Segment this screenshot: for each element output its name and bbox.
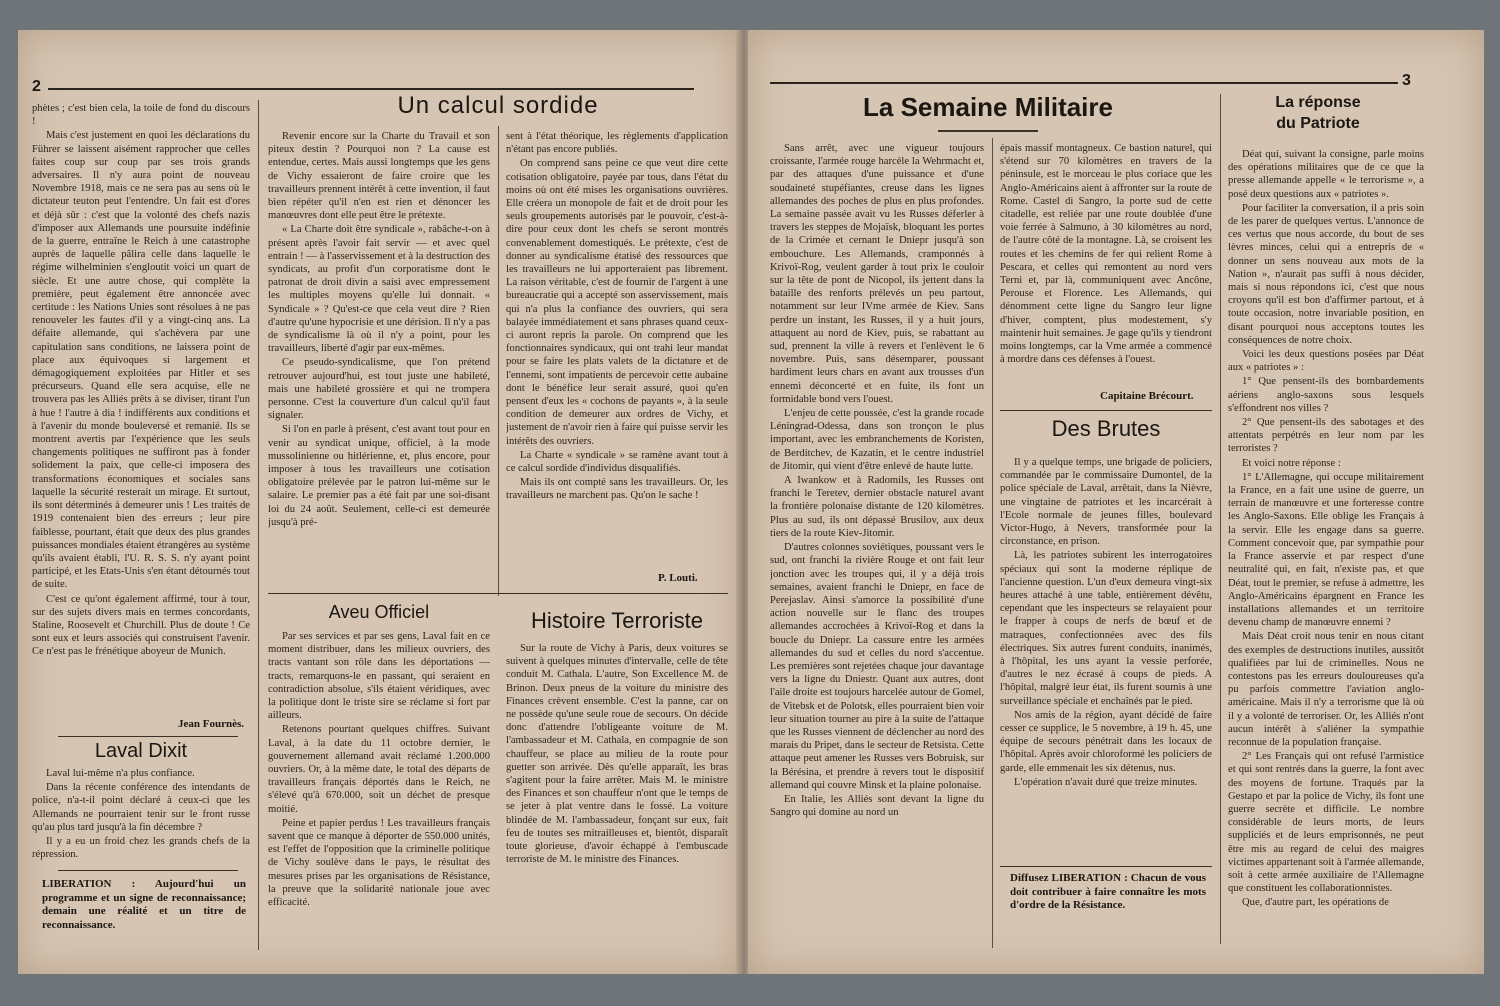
page-number: 3 bbox=[1402, 72, 1411, 89]
paragraph: épais massif montagneux. Ce bastion naturel, qui s'étend sur 70 kilomètres en travers de la péninsule, est le morceau le plus coriace que les Anglo-Américains aient à affronter sur la route de Rome. Castel di Sangro, la porte sud de cette citadelle, est reliée par une route doublée d'une voie ferrée à Salmuno, à 30 kilomètres au nord, de l'autre côté de la montagne. Là, se croisent les routes et les chemins de fer qui relient Rome à Pescara, et celles qui remontent au nord vers Terni et, par là, communiquent avec Ancône, Perouse et Florence. Les Allemands, qui dénomment cette ligne du Sangro leur ligne d'hiver, comptent, plus modestement, s'y maintenir huit semaines. Je gage qu'ils y tiendront moins longtemps, car la Vme armée a commencé à mordre dans ces défenses à l'ouest. bbox=[1000, 143, 1212, 366]
aveu-col bbox=[268, 630, 490, 950]
histoire-text bbox=[506, 642, 728, 866]
laval-dixit-title: Laval Dixit bbox=[94, 740, 188, 762]
paragraph: Voici les deux questions posées par Déat aux « patriotes » : bbox=[1228, 349, 1424, 374]
paragraph: Sur la route de Vichy à Paris, deux voitures se suivent à quelques minutes d'intervalle, celle de tête conduit M. Cathala. L'autre, Son Excellence M. de Brinon. Deux pneus de la voiture du ministre des Finances crèvent ensemble. C'est la panne, car on ne possède qu'une seule roue de secours. On décide donc d'attendre l'obligeante voiture de M. l'ambassadeur et M. Cathala, en compagnie de son chauffeur, se place au milieu de la route pour guetter son arrivée. Dès qu'elle apparaît, les bras s'agitent pour la faire arrêter. Mais M. le ministre des Finances et son chauffeur n'ont que le temps de se jeter à plat ventre dans le fossé. La voiture blindée de M. l'ambassadeur, fonçant sur eux, fait feu de toutes ses mitrailleuses et, bientôt, disparaît toute glorieuse, d'avoir échappé à l'embuscade terroriste de M. le ministre des Finances. bbox=[506, 643, 728, 866]
paragraph: 2° Les Français qui ont refusé l'armistice et qui sont rentrés dans la guerre, la font avec des moyens de fortune. Traqués par la Gestapo et par la police de Vichy, ils font une guerre secrète et difficile. Le nombre considérable de leurs morts, de leurs suppliciés et de leurs emprisonnés, ne peut être mis au regard de celui des maigres victimes appartenant soit à l'armée allemande, soit à cette armée auxiliaire de l'Allemagne que constituent les collaborationnistes. bbox=[1228, 751, 1424, 895]
divider bbox=[1000, 410, 1212, 411]
paragraph: Pour faciliter la conversation, il a pris soin de les parer de quelques vertus. L'annonce de ces vertus que nous accorde, du bout de ses lèvres minces, celui qui a entrepris de « donner un sens nouveau aux mots de la Nation », n'aurait pas suffi à nous décider, mais si nous répondons ici, c'est que nous croyons qu'il est bon d'affirmer partout, et à toute occasion, notre invariable position, en disant pourquoi nous acceptons toutes les conséquences de notre choix. bbox=[1228, 202, 1424, 346]
paragraph: sent à l'état théorique, les règlements d'application n'étant pas encore publiés. bbox=[506, 131, 728, 156]
liberation-callout: LIBERATION : Aujourd'hui un programme et un signe de reconnaissance; demain une réalité et un titre de reconnaissance. bbox=[42, 878, 246, 931]
signature-brecourt: Capitaine Brécourt. bbox=[1100, 390, 1194, 402]
signature-louti: P. Louti. bbox=[658, 572, 698, 584]
calcul-col-a bbox=[268, 130, 490, 592]
paragraph: Ce pseudo-syndicalisme, que l'on prétend retrouver aujourd'hui, est tout juste une habileté, mais une habileté grossière et qui ne trompera personne. C'est la couverture d'un calcul qu'il faut signaler. bbox=[268, 357, 490, 422]
right-page bbox=[748, 30, 1484, 974]
paragraph: 2° Que pensent-ils des sabotages et des attentats perpétrés en leur nom par les terroristes ? bbox=[1228, 417, 1424, 455]
paragraph: L'opération n'avait duré que treize minutes. bbox=[1014, 776, 1198, 788]
paragraph: Que, d'autre part, les opérations de bbox=[1242, 897, 1389, 909]
brutes-col bbox=[1000, 456, 1212, 860]
aveu-text bbox=[268, 630, 490, 909]
divider bbox=[268, 593, 728, 594]
reponse-text bbox=[1228, 148, 1424, 910]
paragraph: « La Charte doit être syndicale », rabâche-t-on à présent après l'avoir fait servir — et avec quel entrain ! — à l'asservissement et à la destruction des syndicats, au profit d'un corporatisme dont le patronat de droit divin a saisi avec empressement les multiples moyens qu'elle lui donnait. « Syndicale » ? Qu'est-ce que cela veut dire ? Rien d'autre qu'une hypocrisie et une dérision. Il n'y a pas de syndicalisme là où il n'y a point, pour les travailleurs, liberté d'agir par eux-mêmes. bbox=[268, 224, 490, 355]
semaine-col-a bbox=[770, 142, 984, 942]
paragraph: Mais Déat croit nous tenir en nous citant des exemples de destructions inutiles, aussitôt qualifiées par lui de criminelles. Nous ne contestons pas les erreurs douloureuses qu'a pu parfois commettre l'aviation anglo-américaine. Mais il n'y a terrorisme que là où il y a volonté de terroriser. Or, les Alliés n'ont aucun intérêt à s'aliéner la sympathie reconnue de la population française. bbox=[1228, 631, 1424, 748]
newspaper-spread bbox=[18, 30, 1484, 974]
paragraph: phètes ; c'est bien cela, la toile de fond du discours ! bbox=[32, 103, 250, 128]
semaine-col-a-text bbox=[770, 142, 984, 819]
histoire-title: Histoire Terroriste bbox=[531, 608, 703, 633]
column-rule bbox=[1220, 94, 1221, 944]
reponse-col bbox=[1228, 148, 1424, 948]
paragraph: On comprend sans peine ce que veut dire cette cotisation obligatoire, payée par tous, dans l'état du moins où ont été mises les organisations ouvrières. Elle créera un monopole de fait et de droit pour les seuls groupements autorisés par le pouvoir, c'est-à-dire pour ceux dont les chefs se seront montrés convenablement domestiqués. Le prétexte, c'est de donner au syndicalisme étatisé des ressources que les travailleurs ne lui apporteraient pas librement. La raison véritable, c'est de fournir de l'argent à une bureaucratie qui a accepté son asservissement, mais qui n'a plus la confiance des ouvriers, qui sera balayée immédiatement et sans phrases quand ceux-ci auront repris la parole. On comprend que les fonctionnaires syndicaux, qui ont trahi leur mandat pour se faire les plats valets de la dictature et de l'ennemi, sont impatients de percevoir cette aubaine dont le bénéfice leur serait assuré, quoi qu'en pensent d'eux les « cochons de payants », à la seule condition de demeurer aux ordres de Vichy, et justement de n'avoir rien à faire qui puisse servir les intérêts des ouvriers. bbox=[506, 158, 728, 447]
divider bbox=[58, 870, 238, 871]
column-rule bbox=[992, 138, 993, 948]
reponse-title-line2: du Patriote bbox=[1276, 115, 1360, 132]
paragraph: 1° L'Allemagne, qui occupe militairement la France, en a fait une usine de guerre, un terrain de manœuvre et une forteresse contre les Anglo-Saxons. Elle oblige les Français à la servir. Elle les engage dans sa guerre. Comment concevoir que, par sympathie pour la France asservie et par respect d'une neutralité qui, en fait, n'existe pas, et que Déat, tout le premier, se refuse à admettre, les Anglo-Américains épargnent en France les installations allemandes et un territoire devenu champ de manœuvre ennemi ? bbox=[1228, 471, 1424, 629]
discours-text bbox=[32, 102, 250, 659]
semaine-col-b-text bbox=[1000, 142, 1212, 366]
brutes-text bbox=[1000, 456, 1212, 789]
paragraph: 1° Que pensent-ils des bombardements aériens anglo-saxons sous lesquels s'effondrent nos villes ? bbox=[1228, 376, 1424, 414]
paragraph: Là, les patriotes subirent les interrogatoires spéciaux qui sont la moderne réplique de l'ancienne question. L'un d'eux demeura vingt-six heures attaché à une table, entièrement dévêtu, cependant que les inspecteurs se relayaient pour le frapper à coups de nerfs de bœuf et de matraques, confectionnées avec des fils électriques. Six autres furent conduits, inanimés, à l'hôpital, les uns ayant la vessie perforée, d'autres le nez écrasé à coups de pieds. A l'hôpital, malgré leur état, ils furent soumis à une surveillance spéciale et enchaînés par le pied. bbox=[1000, 550, 1212, 707]
title-underline bbox=[938, 130, 1038, 132]
paragraph: L'enjeu de cette poussée, c'est la grande rocade Léningrad-Odessa, dans son tronçon le plus important, avec les embranchements de Koristen, de Berditchev, de Kazatin, et le centre industriel de Jitomir, qui vient d'être enlevé de haute lutte. bbox=[770, 408, 984, 472]
paragraph: Revenir encore sur la Charte du Travail et son piteux destin ? Pourquoi non ? La cause est entendue, certes. Mais aussi longtemps que les gens de Vichy essaieront de faire croire que les travailleurs prennent intérêt à cette invention, il faut bien répéter qu'il n'en est rien et dénoncer les manœuvres dont elle peut être le prétexte. bbox=[268, 131, 490, 222]
paragraph: D'autres colonnes soviétiques, poussant vers le sud, ont franchi la rivière Rouge et ont fait leur jonction avec les troupes qui, il y a déjà trois semaines, avaient franchi le Dniepr, en face de Perejaslav. Ainsi s'amorce la possibilité d'une action nouvelle sur le flanc des troupes allemandes accrochées à Krivoï-Rog et dans la boucle du Dniepr. La cassure entre les armées allemandes du sud et celles du nord s'accentue. Les premières sont rejetées chaque jour davantage vers la ligne du Dniestr. Quant aux autres, dont l'aile droite est toujours harcelée autour de Gomel, de Vitebsk et de Polotsk, elles pourraient bien voir leur situation tourner au pire à la suite de l'attaque que les Russes viennent de déclencher au nord des marais du Pripet, dans le secteur de Retsista. Cette attaque peut amener les Russes vers Bobruisk, sur la Bérésina, et prendre à revers tout le dispositif allemand qui couvre Minsk et la plaine polonaise. bbox=[770, 542, 984, 791]
histoire-col bbox=[506, 642, 728, 946]
left-page bbox=[18, 30, 740, 974]
diffusez-callout: Diffusez LIBERATION : Chacun de vous doit contribuer à faire connaître les mots d'ordre de la Résistance. bbox=[1010, 872, 1206, 911]
paragraph: C'est ce qu'ont également affirmé, tour à tour, sur des sujets divers mais en termes concordants, Staline, Roosevelt et Churchill. Plus de doute ! Ce sont eux et leurs associés qui construisent l'avenir. Ce n'est pas le frénétique aboyeur de Munich. bbox=[32, 593, 250, 658]
paragraph: Laval lui-même n'a plus confiance. bbox=[46, 768, 195, 779]
brutes-title: Des Brutes bbox=[1051, 416, 1161, 441]
laval-dixit-paragraphs bbox=[32, 767, 250, 861]
top-rule bbox=[770, 82, 1398, 84]
divider bbox=[58, 736, 238, 737]
aveu-title: Aveu Officiel bbox=[328, 602, 430, 622]
paragraph: Par ses services et par ses gens, Laval fait en ce moment distribuer, dans les milieux ouvriers, des tracts vantant son rôle dans les déportations — tracts, remarquons-le en passant, qui seraient en contradiction absolue, s'ils étaient véridiques, avec la politique dont le triste sire se réclame si fort par ailleurs. bbox=[268, 631, 490, 722]
semaine-col-b bbox=[1000, 142, 1212, 382]
semaine-title: La Semaine Militaire bbox=[863, 92, 1113, 122]
paragraph: Mais ils ont compté sans les travailleurs. Or, les travailleurs ne marchent pas. Qu'on le sache ! bbox=[506, 477, 728, 502]
paragraph: Il y a eu un froid chez les grands chefs de la répression. bbox=[32, 836, 250, 861]
paragraph: Retenons pourtant quelques chiffres. Suivant Laval, à la date du 11 octobre dernier, le gouvernement allemand avait réclamé 1.200.000 ouvriers. Or, à la même date, le total des départs de travailleurs français déportés dans le Reich, ne s'élevé qu'à 670.000, soit un déchet de presque moitié. bbox=[268, 724, 490, 815]
paragraph: Si l'on en parle à présent, c'est avant tout pour en venir au syndicat unique, officiel, à la mode mussolinienne ou hitlérienne, et, plus encore, pour imposer à tous les travailleurs une cotisation obligatoire prélevée par le patron lui-même sur le salaire. Le premier pas a été fait par une soi-disant loi du 24 août. Seulement, celle-ci est demeurée jusqu'à pré- bbox=[268, 424, 490, 528]
column-rule bbox=[498, 126, 499, 596]
calcul-col-a-text bbox=[268, 130, 490, 529]
page-number: 2 bbox=[32, 78, 41, 95]
calcul-col-b-text bbox=[506, 130, 728, 503]
paragraph: Dans la récente conférence des intendants de police, n'a-t-il point déclaré à ceux-ci que les Allemands ne pourraient tenir sur le front russe qu'au plus tard jusqu'à la fin décembre ? bbox=[32, 782, 250, 833]
paragraph: Peine et papier perdus ! Les travailleurs français savent que ce manque à déporter de 550.000 unités, est l'effet de l'opposition que la criminelle politique de Vichy soulève dans le pays, le résultat des mesures prises par les organisations de Résistance, la preuve que la solidarité nationale joue avec efficacité. bbox=[268, 817, 490, 909]
paragraph: Nos amis de la région, ayant décidé de faire cesser ce supplice, le 5 novembre, à 19 h. 45, une équipe de secours pénétrait dans les locaux de l'hôpital. Après avoir chloroformé les policiers de garde, elle emmenait les six détenus, nus. bbox=[1000, 709, 1212, 774]
paragraph: Il y a quelque temps, une brigade de policiers, commandée par le commissaire Dumontel, de la police spéciale de Laval, arrêtait, dans la Nièvre, une vingtaine de patriotes et les incarcérait à l'Ecole normale de jeunes filles, boulevard Victor-Hugo, à Nevers, transformée pour la circonstance, en prison. bbox=[1000, 457, 1212, 548]
divider bbox=[1000, 866, 1212, 867]
paragraph: Et voici notre réponse : bbox=[1242, 457, 1341, 469]
paragraph: Mais c'est justement en quoi les déclarations du Führer se laissent aisément rapprocher que celles faites coup sur coup par ses trois grands adversaires. Il n'y aura point de nouveau Novembre 1918, mais ce ne sera pas au sens où le dictateur teuton peut l'entendre. Un fait est d'ores et déjà sûr : c'est que la volonté des chefs nazis d'imposer aux Allemands une poursuite indéfinie de la guerre, entraîne le Reich à une catastrophe auprès de laquelle pâlira celle dans laquelle le régime wilhelminien s'engloutit voici un quart de siècle. Et une autre chose, qui complète la première, peut également être annoncée avec certitude : les Nations Unies sont résolues à ne pas renouveler les fautes d'il y a vingt-cinq ans. La défaite allemande, qui s'achèvera par une capitulation sans conditions, ne laissera point de place aux équivoques si largement et démagogiquement exploitées par Hitler et ses précurseurs. Quand elle sera acquise, elle ne trouvera pas les Alliés prêts à se diviser, tirant l'un à hue ! l'autre à dia ! indifférents aux conditions et à l'avenir du monde bouleversé et remanié. Ils se montrent avertis par l'expérience que les seuls changements politiques ne suffiront pas à fonder solidement la paix, que celle-ci imposera des transformations économiques et sociales sans laquelle la sécurité resterait un mirage. Et surtout, ils sont déterminés à demeurer unis ! Les traités de 1919 contenaient bien des erreurs ; leur pire faiblesse, pourtant, était que deux des plus grandes puissances mondiales étaient étrangères au système qu'ils avaient établi, l'U. R. S. S. n'y ayant point participé, et les Etats-Unis s'en étant détournés tout de suite. bbox=[32, 130, 250, 591]
reponse-title-line1: La réponse bbox=[1275, 94, 1361, 111]
column-rule bbox=[258, 100, 259, 950]
signature-fournes: Jean Fournès. bbox=[178, 718, 244, 730]
top-rule bbox=[48, 88, 694, 90]
paragraph: Sans arrêt, avec une vigueur toujours croissante, l'armée rouge harcèle la Wehrmacht et, par des attaques d'une puissance et d'une soudaineté stupéfiantes, creuse dans les lignes allemandes des poches de plus en plus profondes. La semaine passée avait vu les Russes déferler à travers les steppes de Mojaïsk, bloquant les portes de la Crimée et cernant le Dniepr jusqu'à son embouchure. Les Allemands, cramponnés à Krivoï-Rog, veulent garder à tout prix le couloir sur la tête de pont de Nicopol, ils jettent dans la bataille des renforts prélevés un peu partout, notamment sur leur IVme armée de Kiev. Sans perdre un instant, les Russes, il y a huit jours, attaquent au nord de Kiev, puis, se rabattant au sud, prennent la ville à revers et l'enlèvent le 6 novembre. Puis, sans désemparer, poussant hardiment leurs chars en avant aux trousses d'un ennemi déconcerté et en fuite, ils font un formidable bond vers l'ouest. bbox=[770, 143, 984, 405]
column-discours bbox=[32, 102, 250, 724]
paragraph: La Charte « syndicale » se ramène avant tout à ce calcul sordide d'individus disqualifiés. bbox=[506, 449, 728, 475]
calcul-col-b bbox=[506, 130, 728, 575]
paragraph: Déat qui, suivant la consigne, parle moins des opérations militaires que de ce que la presse allemande appelle « le terrorisme », a posé deux questions aux « patriotes ». bbox=[1228, 149, 1424, 200]
laval-dixit-text bbox=[32, 767, 250, 867]
calcul-title: Un calcul sordide bbox=[397, 92, 599, 119]
paragraph: En Italie, les Alliés sont devant la ligne du Sangro qui domine au nord un bbox=[770, 793, 984, 819]
paragraph: A Iwankow et à Radomils, les Russes ont franchi le Teretev, dernier obstacle naturel avant la frontière polonaise distante de 120 kilomètres. Plus au sud, ils ont dépassé Brusilov, aux deux tiers de la route Kiev-Jitomir. bbox=[770, 475, 984, 539]
